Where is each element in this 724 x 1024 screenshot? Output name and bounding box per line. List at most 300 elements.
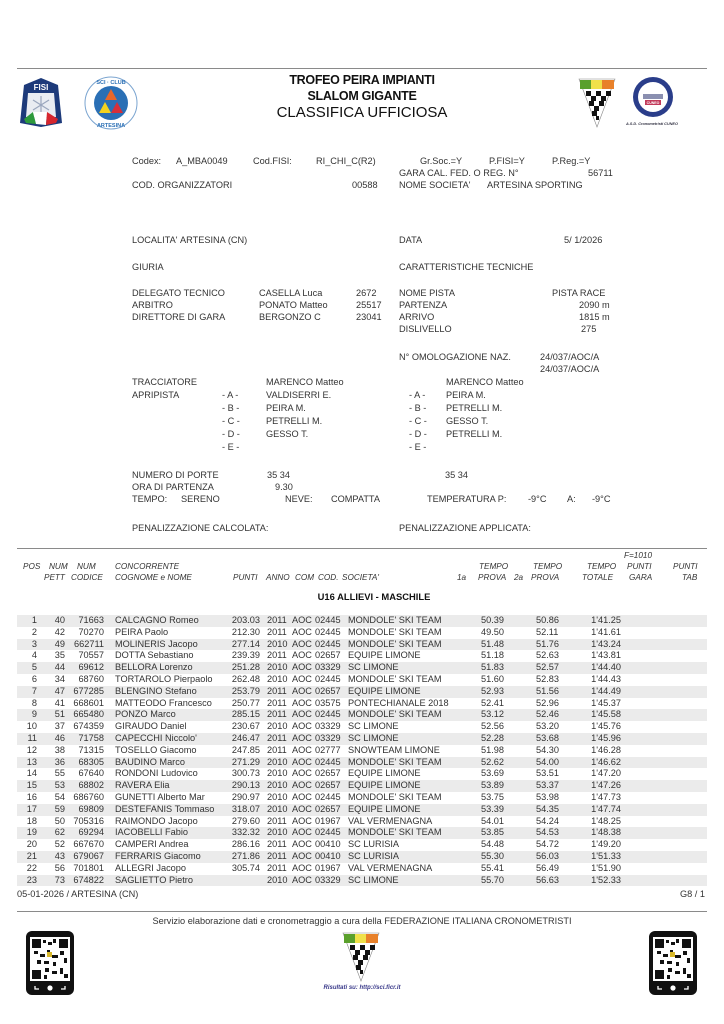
- cell-codice: 71663: [78, 615, 104, 625]
- cell-societa: SC LIMONE: [348, 874, 399, 885]
- phone-qr-icon: [25, 930, 75, 996]
- pfisi-flag: P.FISI=Y: [489, 156, 525, 166]
- cell-tempo2: 51.56: [536, 685, 559, 696]
- cell-tempo1: 53.12: [481, 709, 504, 720]
- cell-anno: 2011: [267, 626, 287, 637]
- cell-anno: 2011: [267, 650, 287, 661]
- apripista-letter: - C -: [409, 416, 427, 426]
- table-row: [0, 650, 724, 662]
- cell-tempo2: 52.83: [536, 674, 559, 684]
- cell-name: RAVERA Elia: [115, 780, 170, 791]
- cell-codice: 662711: [74, 638, 104, 649]
- cell-societa: EQUIPE LIMONE: [348, 780, 421, 791]
- cell-cod: 03575: [315, 697, 341, 708]
- tempo-label: TEMPO:: [132, 494, 168, 504]
- cell-cod: 02445: [315, 638, 341, 649]
- cell-com: AOC: [292, 827, 312, 838]
- tech-label: NOME PISTA: [399, 288, 455, 298]
- cell-societa: VAL VERMENAGNA: [348, 862, 433, 873]
- tech-value: 1815 m: [579, 312, 610, 322]
- table-row: [0, 757, 724, 769]
- cell-anno: 2010: [267, 803, 288, 814]
- cell-tempo2: 53.37: [536, 780, 559, 791]
- col-punti-tab-2: TAB: [682, 573, 698, 582]
- service-note: Servizio elaborazione dati e cronometraggio a cura della FEDERAZIONE ITALIANA CRONOMETRISTI: [152, 916, 572, 926]
- cell-punti: 253.79: [231, 685, 260, 696]
- cell-cod: 00410: [315, 839, 341, 850]
- cell-com: AOC: [292, 815, 312, 826]
- cell-name: DESTEFANIS Tommaso: [115, 803, 215, 814]
- cell-cod: 02657: [315, 685, 341, 696]
- cell-com: AOC: [292, 685, 312, 696]
- cell-tempo1: 51.98: [481, 744, 504, 755]
- cell-name: BELLORA Lorenzo: [115, 662, 193, 673]
- cell-pett: 37: [54, 721, 65, 732]
- cell-tempo2: 52.57: [536, 662, 559, 673]
- cell-name: FERRARIS Giacomo: [115, 851, 201, 861]
- porte-run1: 35 34: [267, 470, 290, 480]
- table-row: [0, 733, 724, 745]
- cell-totale: 1'45.96: [591, 733, 621, 743]
- cell-anno: 2010: [267, 874, 288, 885]
- cell-com: AOC: [292, 721, 312, 732]
- cell-cod: 02445: [315, 626, 341, 637]
- cell-punti: 247.85: [231, 744, 260, 755]
- col-num-pett-2: PETT: [44, 573, 65, 582]
- table-row: [0, 721, 724, 733]
- table-row: [0, 709, 724, 721]
- table-row: [0, 662, 724, 674]
- cell-pos: 5: [31, 662, 37, 673]
- table-row: [0, 615, 724, 627]
- cell-pos: 14: [26, 768, 37, 779]
- cell-com: AOC: [292, 709, 312, 720]
- cell-codice: 679067: [73, 851, 104, 861]
- cell-societa: SC LIMONE: [348, 721, 399, 732]
- event-name: TROFEO PEIRA IMPIANTI: [289, 73, 435, 87]
- cell-punti: 239.39: [231, 650, 260, 661]
- cell-totale: 1'49.20: [591, 839, 621, 850]
- cell-totale: 1'51.33: [591, 851, 621, 861]
- cell-tempo2: 53.68: [536, 733, 559, 743]
- cell-pos: 18: [26, 815, 37, 826]
- cell-tempo2: 54.24: [536, 815, 559, 826]
- cell-anno: 2011: [267, 851, 287, 861]
- cell-cod: 03329: [315, 733, 341, 743]
- cell-tempo2: 53.51: [536, 768, 559, 779]
- cell-pett: 34: [54, 674, 65, 684]
- cell-punti: 332.32: [231, 827, 260, 838]
- cell-cod: 02445: [315, 792, 341, 802]
- cell-tempo2: 54.35: [536, 803, 559, 814]
- cell-codice: 69612: [78, 662, 104, 673]
- cell-pos: 23: [26, 874, 37, 885]
- table-row: [0, 863, 724, 875]
- cell-pett: 49: [54, 638, 65, 649]
- cell-codice: 705316: [73, 815, 104, 826]
- cell-punti: 305.74: [231, 862, 260, 873]
- cell-codice: 674359: [73, 721, 104, 732]
- omologazione-value: 24/037/AOC/A: [540, 352, 600, 362]
- jury-code: 23041: [356, 312, 382, 322]
- cell-name: BAUDINO Marco: [115, 756, 185, 767]
- cell-pos: 16: [26, 792, 37, 802]
- cell-cod: 02445: [315, 674, 341, 684]
- cell-codice: 69294: [78, 827, 104, 838]
- cell-societa: SC LURISIA: [348, 851, 400, 861]
- tracciatore-run1: MARENCO Matteo: [266, 377, 344, 387]
- cell-societa: MONDOLE' SKI TEAM: [348, 626, 442, 637]
- table-row: [0, 792, 724, 804]
- cell-codice: 665480: [73, 709, 104, 720]
- cell-com: AOC: [292, 697, 312, 708]
- cell-com: AOC: [292, 792, 312, 802]
- apripista-letter: - A -: [409, 390, 426, 400]
- artesina-circle-icon: [84, 76, 138, 130]
- tracciatore-run2: MARENCO Matteo: [446, 377, 524, 387]
- apripista-name: PEIRA M.: [266, 403, 306, 413]
- cod-org-label: COD. ORGANIZZATORI: [132, 180, 233, 190]
- cell-societa: VAL VERMENAGNA: [348, 815, 433, 826]
- cell-name: TOSELLO Giacomo: [115, 744, 197, 755]
- cell-tempo2: 53.20: [536, 721, 559, 732]
- apripista-label: APRIPISTA: [132, 390, 180, 400]
- cell-codice: 69809: [78, 803, 104, 814]
- cell-pos: 17: [26, 803, 37, 814]
- cell-anno: 2010: [267, 756, 288, 767]
- cell-name: IACOBELLI Fabio: [115, 827, 189, 838]
- cell-societa: MONDOLE' SKI TEAM: [348, 756, 442, 767]
- cell-cod: 02445: [315, 615, 341, 625]
- caratteristiche-label: CARATTERISTICHE TECNICHE: [399, 262, 534, 272]
- cell-com: AOC: [292, 638, 312, 649]
- cell-totale: 1'41.61: [591, 626, 621, 637]
- jury-name: BERGONZO C: [259, 312, 321, 322]
- cell-com: AOC: [292, 744, 312, 755]
- jury-name: CASELLA Luca: [259, 288, 323, 298]
- apripista-letter: - E -: [222, 442, 240, 452]
- cell-punti: 250.77: [231, 697, 260, 708]
- cell-totale: 1'46.62: [591, 756, 621, 767]
- cell-tempo1: 50.39: [481, 615, 504, 625]
- cell-societa: EQUIPE LIMONE: [348, 685, 421, 696]
- apripista-name: PETRELLI M.: [446, 429, 503, 439]
- col-tempo1: TEMPO: [479, 562, 509, 571]
- cell-tempo1: 55.70: [481, 874, 504, 885]
- cell-anno: 2011: [267, 709, 287, 720]
- col-tempo-totale-2: TOTALE: [582, 573, 614, 582]
- localita-value: ARTESINA (CN): [180, 235, 248, 245]
- jury-role: DELEGATO TECNICO: [132, 288, 225, 298]
- cell-name: RONDONI Ludovico: [115, 768, 198, 779]
- cell-tempo1: 52.93: [481, 685, 504, 696]
- col-tempo2-2: PROVA: [531, 573, 560, 582]
- cell-com: AOC: [292, 733, 312, 743]
- cell-societa: EQUIPE LIMONE: [348, 768, 421, 779]
- cell-pett: 36: [54, 756, 65, 767]
- codex-value: A_MBA0049: [176, 156, 228, 166]
- cell-societa: MONDOLE' SKI TEAM: [348, 615, 442, 625]
- cell-cod: 02657: [315, 650, 341, 661]
- cell-tempo1: 53.39: [481, 803, 504, 814]
- cell-punti: 300.73: [231, 768, 260, 779]
- cell-totale: 1'44.49: [591, 685, 621, 696]
- cell-tempo1: 51.60: [481, 674, 504, 684]
- col-anno: ANNO: [266, 573, 290, 582]
- data-label: DATA: [399, 235, 423, 245]
- ranking-type: CLASSIFICA UFFICIOSA: [276, 104, 448, 121]
- cell-societa: MONDOLE' SKI TEAM: [348, 792, 442, 802]
- apripista-letter: - A -: [222, 390, 239, 400]
- gara-cal-value: 56711: [588, 168, 613, 178]
- cell-pos: 1: [31, 615, 37, 625]
- cell-name: TORTAROLO Pierpaolo: [115, 674, 213, 684]
- cell-com: AOC: [292, 650, 312, 661]
- col-punti-gara: PUNTI: [627, 562, 652, 571]
- cell-pett: 41: [54, 697, 65, 708]
- apripista-letter: - E -: [409, 442, 427, 452]
- table-row: [0, 627, 724, 639]
- apripista-name: PEIRA M.: [446, 390, 486, 400]
- pen-applicata-label: PENALIZZAZIONE APPLICATA:: [399, 523, 531, 533]
- footer-page-code: G8 / 1: [680, 889, 706, 899]
- cell-tempo1: 49.50: [481, 626, 504, 637]
- cell-com: AOC: [292, 780, 312, 791]
- cell-punti: 271.29: [231, 756, 260, 767]
- col-cod: COD.: [318, 573, 339, 582]
- neve-label: NEVE:: [285, 494, 313, 504]
- cell-tempo2: 56.03: [536, 851, 559, 861]
- cell-anno: 2011: [267, 697, 287, 708]
- cell-codice: 686760: [73, 792, 104, 802]
- sci-club-artesina-logo: [84, 76, 138, 130]
- giuria-label: GIURIA: [132, 262, 164, 272]
- cell-totale: 1'44.40: [591, 662, 621, 673]
- cell-anno: 2010: [267, 662, 288, 673]
- cell-totale: 1'48.38: [591, 827, 621, 838]
- cell-pos: 12: [26, 744, 37, 755]
- cell-societa: MONDOLE' SKI TEAM: [348, 709, 442, 720]
- cell-societa: PONTECHIANALE 2018: [348, 697, 449, 708]
- cell-pos: 8: [31, 697, 37, 708]
- cell-punti: 290.13: [231, 780, 260, 791]
- apripista-letter: - D -: [222, 429, 240, 439]
- cell-codice: 674822: [73, 874, 104, 885]
- cell-anno: 2010: [267, 768, 288, 779]
- cell-com: AOC: [292, 874, 312, 885]
- cell-codice: 68802: [78, 780, 104, 791]
- qr-code-left[interactable]: [25, 930, 75, 996]
- apripista-letter: - B -: [409, 403, 427, 413]
- cell-tempo2: 52.96: [536, 697, 559, 708]
- cell-pett: 59: [54, 803, 65, 814]
- cell-tempo2: 52.63: [536, 650, 559, 661]
- cell-name: BLENGINO Stefano: [115, 685, 197, 696]
- col-tempo1-2: PROVA: [478, 573, 507, 582]
- cell-tempo1: 53.89: [481, 780, 504, 791]
- cell-punti: 271.86: [231, 851, 260, 861]
- cell-codice: 67640: [78, 768, 104, 779]
- cell-cod: 02657: [315, 803, 341, 814]
- apripista-name: GESSO T.: [446, 416, 489, 426]
- cod-org-value: 00588: [352, 180, 378, 190]
- table-row: [0, 875, 724, 887]
- cell-tempo2: 52.11: [536, 626, 559, 637]
- cell-totale: 1'47.20: [591, 768, 621, 779]
- table-row: [0, 686, 724, 698]
- cell-punti: 212.30: [231, 626, 260, 637]
- title-block: [230, 72, 494, 122]
- cell-pos: 4: [31, 650, 37, 661]
- cell-cod: 03329: [315, 662, 341, 673]
- ficr-pennant-icon: [578, 78, 616, 128]
- apripista-name: PETRELLI M.: [446, 403, 503, 413]
- cell-punti: 285.15: [231, 709, 260, 720]
- cell-codice: 71758: [78, 733, 104, 743]
- cell-punti: 279.60: [231, 815, 260, 826]
- table-row: [0, 839, 724, 851]
- nome-societa-value: ARTESINA SPORTING: [487, 180, 583, 190]
- cell-codice: 677285: [73, 685, 104, 696]
- tech-value: PISTA RACE: [552, 288, 606, 298]
- cronometristi-cuneo-logo: [626, 76, 678, 134]
- jury-name: PONATO Matteo: [259, 300, 328, 310]
- cell-pos: 20: [26, 839, 37, 850]
- cell-tempo1: 52.56: [481, 721, 504, 732]
- footer-date-place: 05-01-2026 / ARTESINA (CN): [17, 889, 139, 899]
- cell-name: MATTEODO Francesco: [115, 697, 212, 708]
- grsoc-flag: Gr.Soc.=Y: [420, 156, 463, 166]
- cell-pos: 13: [26, 756, 37, 767]
- localita-label: LOCALITA': [132, 235, 178, 245]
- footer-rule: [17, 911, 707, 912]
- cell-name: PEIRA Paolo: [115, 626, 169, 637]
- table-rule: [17, 548, 707, 549]
- qr-code-right[interactable]: [648, 930, 698, 996]
- ficr-footer-logo: [342, 932, 380, 982]
- cell-punti: 246.47: [231, 733, 260, 743]
- cell-totale: 1'47.73: [591, 792, 621, 802]
- table-row: [0, 768, 724, 780]
- col-concorrente-2: COGNOME e NOME: [115, 573, 192, 582]
- apripista-letter: - D -: [409, 429, 427, 439]
- cell-pos: 19: [26, 827, 37, 838]
- col-punti: PUNTI: [233, 573, 258, 582]
- cell-cod: 03329: [315, 874, 341, 885]
- jury-code: 25517: [356, 300, 382, 310]
- cell-anno: 2010: [267, 638, 288, 649]
- cell-pos: 15: [26, 780, 37, 791]
- cell-name: GUNETTI Alberto Mar: [115, 792, 205, 802]
- cell-cod: 02657: [315, 768, 341, 779]
- table-row: [0, 780, 724, 792]
- cell-punti: 262.48: [231, 674, 260, 684]
- col-num-pett: NUM: [49, 562, 68, 571]
- col-run1-prefix: 1a: [457, 573, 467, 582]
- cell-pett: 73: [54, 874, 65, 885]
- cell-punti: 318.07: [231, 803, 260, 814]
- cell-totale: 1'45.76: [591, 721, 621, 732]
- cell-cod: 03329: [315, 721, 341, 732]
- tempo-value: SERENO: [181, 494, 220, 504]
- cell-totale: 1'41.25: [591, 615, 621, 625]
- cell-com: AOC: [292, 851, 312, 861]
- table-row: [0, 639, 724, 651]
- svg-text:CUNEO: CUNEO: [646, 101, 660, 105]
- gara-cal-label: GARA CAL. FED. O REG. N°: [399, 168, 519, 178]
- col-com: COM: [295, 573, 315, 582]
- nome-societa-label: NOME SOCIETA': [399, 180, 471, 190]
- col-societa: SOCIETA': [342, 573, 379, 582]
- col-concorrente: CONCORRENTE: [115, 562, 180, 571]
- cell-name: ALLEGRI Jacopo: [115, 862, 186, 873]
- apripista-letter: - B -: [222, 403, 240, 413]
- cell-pos: 7: [31, 685, 37, 696]
- cell-anno: 2011: [267, 733, 287, 743]
- cell-tempo1: 53.85: [481, 827, 504, 838]
- cell-pos: 6: [31, 674, 37, 684]
- cell-tempo2: 54.30: [536, 744, 559, 755]
- cell-anno: 2011: [267, 685, 287, 696]
- cuneo-badge-icon: [630, 76, 676, 122]
- cell-name: DOTTA Sebastiano: [115, 650, 194, 661]
- cell-totale: 1'43.81: [591, 650, 621, 661]
- cell-anno: 2011: [267, 839, 287, 850]
- cell-codice: 68760: [78, 674, 104, 684]
- svg-text:ARTESINA: ARTESINA: [96, 123, 126, 129]
- cell-pos: 9: [31, 709, 37, 720]
- cell-tempo2: 54.00: [536, 756, 559, 767]
- race-type: SLALOM GIGANTE: [307, 89, 417, 103]
- temperatura-a: -9°C: [592, 494, 611, 504]
- cell-com: AOC: [292, 756, 312, 767]
- cell-anno: 2011: [267, 815, 287, 826]
- cell-com: AOC: [292, 626, 312, 637]
- pen-calcolata-label: PENALIZZAZIONE CALCOLATA:: [132, 523, 269, 533]
- tech-value: 2090 m: [579, 300, 610, 310]
- cell-societa: SC LIMONE: [348, 733, 399, 743]
- cell-anno: 2010: [267, 721, 288, 732]
- cell-com: AOC: [292, 803, 312, 814]
- cell-pett: 53: [54, 780, 65, 791]
- ora-value: 9.30: [275, 482, 293, 492]
- cell-societa: EQUIPE LIMONE: [348, 650, 421, 661]
- cell-pett: 44: [54, 662, 65, 673]
- f-value: F=1010: [624, 551, 652, 560]
- cell-codice: 701801: [73, 862, 104, 873]
- cell-tempo2: 53.98: [536, 792, 559, 802]
- cell-totale: 1'47.74: [591, 803, 621, 814]
- cell-tempo1: 51.83: [481, 662, 504, 673]
- apripista-name: VALDISERRI E.: [266, 390, 332, 400]
- col-tempo2: TEMPO: [533, 562, 563, 571]
- col-pos: POS: [23, 562, 41, 571]
- cell-tempo1: 55.41: [481, 862, 504, 873]
- cell-anno: 2011: [267, 615, 287, 625]
- cell-tempo2: 50.86: [536, 615, 559, 625]
- results-link[interactable]: Risultati su: http://sci.ficr.it: [323, 985, 401, 991]
- neve-value: COMPATTA: [331, 494, 380, 504]
- col-num-codice-2: CODICE: [71, 573, 103, 582]
- ficr-logo: [578, 78, 616, 128]
- cell-punti: 251.28: [231, 662, 260, 673]
- tech-value: 275: [581, 324, 597, 334]
- cell-societa: MONDOLE' SKI TEAM: [348, 674, 442, 684]
- cell-com: AOC: [292, 768, 312, 779]
- cell-tempo2: 56.49: [536, 862, 559, 873]
- jury-role: DIRETTORE DI GARA: [132, 312, 226, 322]
- cell-punti: 230.67: [231, 721, 260, 732]
